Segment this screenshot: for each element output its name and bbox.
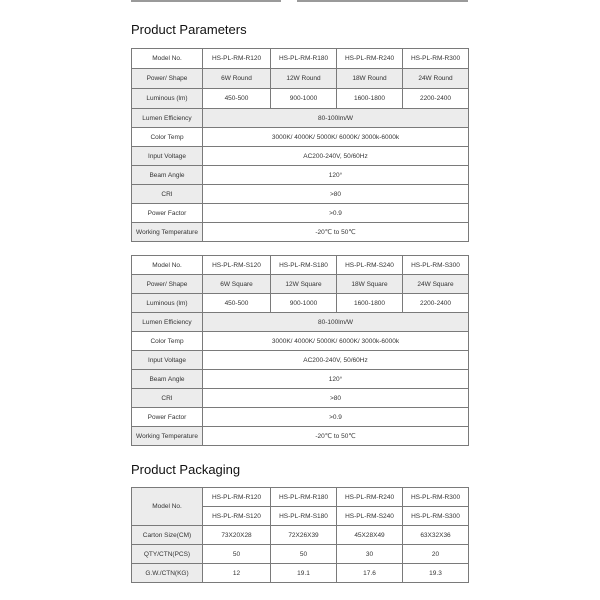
table-row [132,166,469,185]
qty-cell: 50 [203,545,271,564]
cri-cell: >80 [203,185,469,204]
power-cell: 24W Square [403,275,469,294]
table-row [132,332,469,351]
power-cell: 6W Round [203,69,271,89]
packaging-table [131,487,469,583]
luminous-label-cell: Luminous (lm) [132,294,203,313]
carton-size-cell: 72X26X39 [271,526,337,545]
power-cell: 24W Round [403,69,469,89]
power-cell: 18W Square [337,275,403,294]
round-model-cell: HS-PL-RM-R180 [271,488,337,507]
cri-label-cell: CRI [132,389,203,408]
square-model-cell: HS-PL-RM-S300 [403,507,469,526]
power-factor-cell: >0.9 [203,408,469,427]
model-label-cell: Model No. [132,256,203,275]
color-temp-label-cell: Color Temp [132,332,203,351]
model-cell: HS-PL-RM-S300 [403,256,469,275]
square-parameters-table [131,255,469,446]
luminous-cell: 2200-2400 [403,294,469,313]
power-cell: 18W Round [337,69,403,89]
qty-cell: 50 [271,545,337,564]
section-title-packaging: Product Packaging [131,462,241,477]
table-row [132,204,469,223]
luminous-label-cell: Luminous (lm) [132,89,203,109]
color-temp-label-cell: Color Temp [132,128,203,147]
table-row [132,275,469,294]
table-row [132,89,469,109]
carton-size-cell: 45X28X49 [337,526,403,545]
color-temp-cell: 3000K/ 4000K/ 5000K/ 6000K/ 3000k-6000k [203,128,469,147]
table-row [132,256,469,275]
efficiency-label-cell: Lumen Efficiency [132,313,203,332]
round-model-cell: HS-PL-RM-R120 [203,488,271,507]
section-title-parameters: Product Parameters [131,22,247,37]
square-model-cell: HS-PL-RM-S240 [337,507,403,526]
working-temp-label-cell: Working Temperature [132,427,203,446]
luminous-cell: 1600-1800 [337,294,403,313]
power-label-cell: Power/ Shape [132,275,203,294]
power-label-cell: Power/ Shape [132,69,203,89]
table-row [132,128,469,147]
power-cell: 6W Square [203,275,271,294]
luminous-cell: 450-500 [203,89,271,109]
model-cell: HS-PL-RM-R300 [403,49,469,69]
model-cell: HS-PL-RM-R180 [271,49,337,69]
table-row [132,526,469,545]
power-factor-label-cell: Power Factor [132,408,203,427]
table-row [132,223,469,242]
square-model-cell: HS-PL-RM-S180 [271,507,337,526]
voltage-label-cell: Input Voltage [132,147,203,166]
luminous-cell: 900-1000 [271,89,337,109]
round-model-cell: HS-PL-RM-R300 [403,488,469,507]
power-cell: 12W Square [271,275,337,294]
table-row [132,351,469,370]
gross-weight-cell: 12 [203,564,271,583]
top-divider-left [131,0,281,2]
table-row [132,370,469,389]
table-row [132,294,469,313]
model-cell: HS-PL-RM-S120 [203,256,271,275]
model-label-cell: Model No. [132,49,203,69]
carton-size-label-cell: Carton Size(CM) [132,526,203,545]
voltage-cell: AC200-240V, 50/60Hz [203,147,469,166]
round-parameters-table [131,48,469,242]
efficiency-cell: 80-100lm/W [203,109,469,128]
model-cell: HS-PL-RM-R240 [337,49,403,69]
table-row [132,185,469,204]
cri-cell: >80 [203,389,469,408]
table-row [132,49,469,69]
model-cell: HS-PL-RM-S240 [337,256,403,275]
beam-angle-label-cell: Beam Angle [132,370,203,389]
table-row [132,109,469,128]
qty-label-cell: QTY/CTN(PCS) [132,545,203,564]
table-row [132,545,469,564]
beam-angle-label-cell: Beam Angle [132,166,203,185]
efficiency-cell: 80-100lm/W [203,313,469,332]
table-row [132,147,469,166]
table-row [132,488,469,507]
efficiency-label-cell: Lumen Efficiency [132,109,203,128]
qty-cell: 20 [403,545,469,564]
working-temp-cell: -20℃ to 50℃ [203,427,469,446]
voltage-cell: AC200-240V, 50/60Hz [203,351,469,370]
table-row [132,313,469,332]
square-model-cell: HS-PL-RM-S120 [203,507,271,526]
table-row [132,389,469,408]
luminous-cell: 1600-1800 [337,89,403,109]
model-cell: HS-PL-RM-S180 [271,256,337,275]
cri-label-cell: CRI [132,185,203,204]
luminous-cell: 900-1000 [271,294,337,313]
model-cell: HS-PL-RM-R120 [203,49,271,69]
power-factor-cell: >0.9 [203,204,469,223]
carton-size-cell: 63X32X36 [403,526,469,545]
gross-weight-label-cell: G.W./CTN(KG) [132,564,203,583]
working-temp-cell: -20℃ to 50℃ [203,223,469,242]
round-model-cell: HS-PL-RM-R240 [337,488,403,507]
table-row [132,69,469,89]
carton-size-cell: 73X20X28 [203,526,271,545]
voltage-label-cell: Input Voltage [132,351,203,370]
color-temp-cell: 3000K/ 4000K/ 5000K/ 6000K/ 3000k-6000k [203,332,469,351]
luminous-cell: 2200-2400 [403,89,469,109]
qty-cell: 30 [337,545,403,564]
gross-weight-cell: 19.1 [271,564,337,583]
table-row [132,564,469,583]
power-cell: 12W Round [271,69,337,89]
gross-weight-cell: 17.6 [337,564,403,583]
beam-angle-cell: 120° [203,370,469,389]
model-label-cell: Model No. [132,488,203,526]
beam-angle-cell: 120° [203,166,469,185]
top-divider-right [297,0,468,2]
gross-weight-cell: 19.3 [403,564,469,583]
table-row [132,408,469,427]
working-temp-label-cell: Working Temperature [132,223,203,242]
power-factor-label-cell: Power Factor [132,204,203,223]
table-row [132,427,469,446]
luminous-cell: 450-500 [203,294,271,313]
